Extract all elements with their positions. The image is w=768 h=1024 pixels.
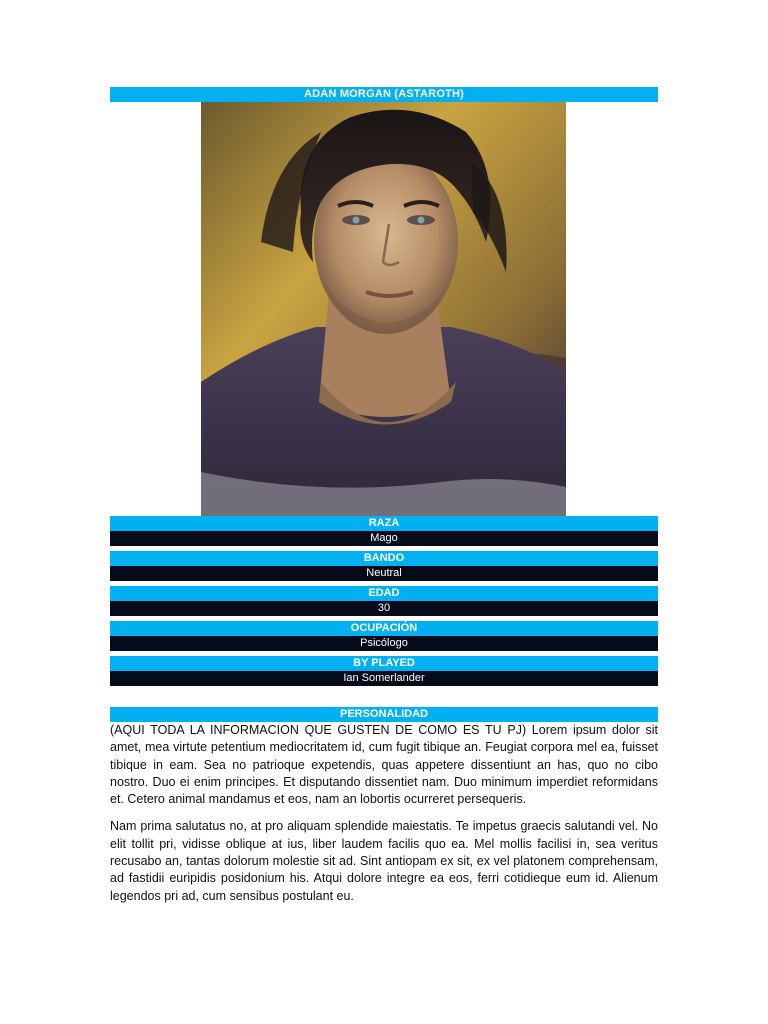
field-label: BY PLAYED <box>110 656 658 671</box>
field-label: BANDO <box>110 551 658 566</box>
field-value: Neutral <box>110 566 658 581</box>
portrait-photo-icon <box>201 102 566 516</box>
field-edad <box>110 586 658 616</box>
field-value: 30 <box>110 601 658 616</box>
field-by-played <box>110 656 658 686</box>
field-value: Ian Somerlander <box>110 671 658 686</box>
field-raza <box>110 516 658 546</box>
personality-paragraph: (AQUI TODA LA INFORMACION QUE GUSTEN DE COMO ES TU PJ) Lorem ipsum dolor sit amet, mea virtute petentium mediocritatem id, cum fugit tibique an. Feugiat corpora mel ea, fuisset tibique in eam. Sea no patrioque expetendis, quas appetere dissentiunt an has, quo no cibo nostro. Duo ei enim principes. Et disputando dissentiet nam. Duo minimum imperdiet reformidans et. Cetero animal mandamus et eos, nam an lobortis ocurreret persequeris. <box>110 723 658 807</box>
field-value: Mago <box>110 531 658 546</box>
character-name-title: ADAN MORGAN (ASTAROTH) <box>110 87 658 102</box>
field-label: RAZA <box>110 516 658 531</box>
field-bando <box>110 551 658 581</box>
personality-paragraph: Nam prima salutatus no, at pro aliquam splendide maiestatis. Te impetus graecis salutandi vel. No elit tollit pri, vidisse oblique at ius, liber laudem facilis quo ea. Mel mollis facilisi in, sea veritus recusabo an, tantas dolorum molestie sit ad. Sint antiopam ex sit, ex vel platonem comprehensam, ad fastidii euripidis posidonium his. Atqui dolore integre ea eos, ferri cotidieque eum id. Alienum legendos pri ad, cum sensibus postulant eu. <box>110 819 658 903</box>
field-label: OCUPACIÓN <box>110 621 658 636</box>
field-ocupacion <box>110 621 658 651</box>
personality-title: PERSONALIDAD <box>110 707 658 722</box>
character-sheet <box>110 87 658 905</box>
field-value: Psicólogo <box>110 636 658 651</box>
field-label: EDAD <box>110 586 658 601</box>
portrait-area <box>110 102 658 516</box>
